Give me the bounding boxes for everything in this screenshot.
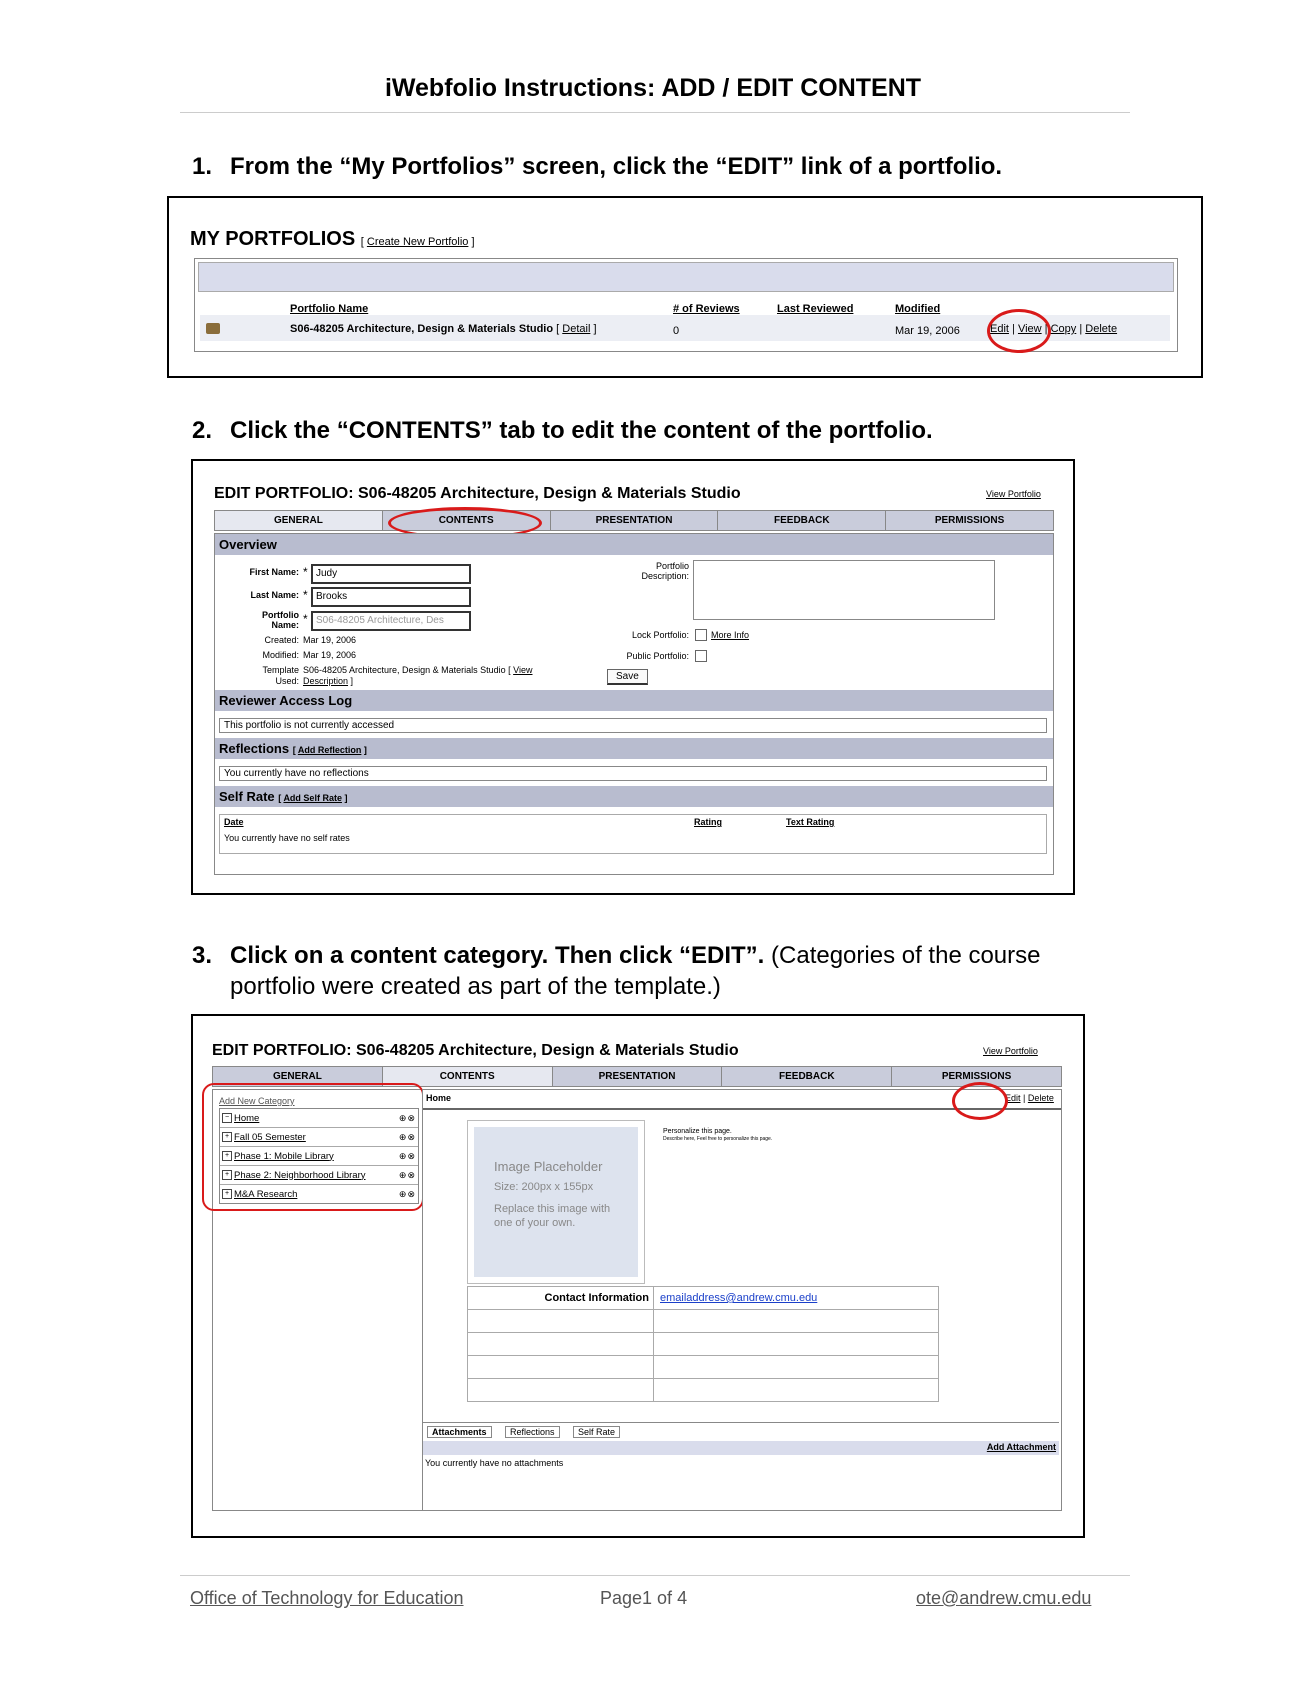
move-icons: ⊕⊗ <box>398 1169 416 1180</box>
col-reviews[interactable]: # of Reviews <box>673 303 740 315</box>
first-name-label: First Name: <box>249 567 299 577</box>
my-portfolios-heading: MY PORTFOLIOS [ Create New Portfolio ] <box>190 228 475 250</box>
image-placeholder: Image Placeholder Size: 200px x 155px Replace this image with one of your own. <box>474 1127 638 1277</box>
category-home[interactable]: − Home ⊕⊗ <box>220 1109 418 1128</box>
personalize-text: Personalize this page. <box>663 1128 732 1135</box>
portfolio-name-label: Portfolio Name: <box>262 610 299 630</box>
add-reflection-link[interactable]: Add Reflection <box>297 745 362 755</box>
col-rating[interactable]: Rating <box>694 817 722 827</box>
tab-attachments[interactable]: Attachments <box>427 1426 492 1438</box>
self-rate-header: Self Rate [ Add Self Rate ] <box>215 786 1053 807</box>
create-new-portfolio-link[interactable]: Create New Portfolio <box>366 236 469 248</box>
tab-feedback[interactable]: FEEDBACK <box>722 1067 892 1086</box>
bottom-tab-bar <box>423 1422 1059 1442</box>
view-portfolio-link[interactable]: View Portfolio <box>983 1046 1038 1056</box>
step-3 <box>192 942 1041 970</box>
row-portfolio-name: S06-48205 Architecture, Design & Materials Studio [ Detail ] <box>290 323 597 335</box>
add-category-link[interactable]: Add New Category <box>219 1096 295 1106</box>
col-portfolio-name[interactable]: Portfolio Name <box>290 303 369 315</box>
move-icons: ⊕⊗ <box>398 1188 416 1199</box>
col-text-rating[interactable]: Text Rating <box>786 817 835 827</box>
contact-table <box>467 1286 939 1402</box>
overview-header: Overview <box>215 534 1053 555</box>
reflections-header: Reflections [ Add Reflection ] <box>215 738 1053 759</box>
tab-permissions[interactable]: PERMISSIONS <box>892 1067 1061 1086</box>
tab-general[interactable]: GENERAL <box>213 1067 383 1086</box>
expand-icon: + <box>222 1189 232 1199</box>
step-text: From the “My Portfolios” screen, click the “EDIT” link of a portfolio. <box>230 153 1003 180</box>
step-number: 1. <box>192 153 213 180</box>
step-text: Click the “CONTENTS” tab to edit the content of the portfolio. <box>230 417 933 444</box>
attachments-band <box>423 1441 1059 1455</box>
expand-icon: + <box>222 1170 232 1180</box>
edit-portfolio-title: EDIT PORTFOLIO: S06-48205 Architecture, Design & Materials Studio <box>212 1042 739 1059</box>
view-description-link[interactable]: View Description <box>303 665 533 686</box>
add-attachment-link[interactable]: Add Attachment <box>986 1442 1056 1452</box>
tab-general[interactable]: GENERAL <box>215 511 383 530</box>
self-rate-message: You currently have no self rates <box>224 833 350 843</box>
personalize-subtext: Describe here, Feel free to personalize this page. <box>663 1136 773 1142</box>
reviewer-log-header: Reviewer Access Log <box>215 690 1053 711</box>
created-label: Created: <box>264 635 299 645</box>
edit-portfolio-screenshot <box>191 459 1075 895</box>
modified-label: Modified: <box>262 650 299 660</box>
expand-icon: − <box>222 1113 232 1123</box>
step-1 <box>192 153 1002 181</box>
row-modified: Mar 19, 2006 <box>895 325 960 337</box>
edit-portfolio-title: EDIT PORTFOLIO: S06-48205 Architecture, Design & Materials Studio <box>214 485 741 502</box>
last-name-field[interactable]: Brooks <box>311 587 471 607</box>
tab-reflections[interactable]: Reflections <box>505 1426 560 1438</box>
footer-email-link[interactable]: ote@andrew.cmu.edu <box>916 1588 1092 1608</box>
public-portfolio-checkbox[interactable] <box>695 650 707 662</box>
detail-link[interactable]: Detail <box>562 323 591 335</box>
highlight-category-box <box>202 1083 424 1211</box>
first-name-field[interactable]: Judy <box>311 564 471 584</box>
content-title: Home <box>426 1093 452 1103</box>
edit-link[interactable]: Edit <box>1005 1093 1021 1103</box>
footer-page-number: Page1 of 4 <box>600 1588 688 1608</box>
row-reviews: 0 <box>673 325 680 337</box>
footer-office-link[interactable]: Office of Technology for Education <box>190 1588 464 1608</box>
created-value: Mar 19, 2006 <box>303 635 357 645</box>
content-title-bar: Home Edit | Delete <box>423 1090 1061 1110</box>
description-label: Portfolio Description: <box>641 561 689 581</box>
tab-permissions[interactable]: PERMISSIONS <box>886 511 1053 530</box>
step-3-note-line-2: portfolio were created as part of the template.) <box>230 973 721 1000</box>
briefcase-icon <box>206 323 220 334</box>
tab-self-rate[interactable]: Self Rate <box>573 1426 620 1438</box>
document-title: iWebfolio Instructions: ADD / EDIT CONTENT <box>384 74 922 102</box>
more-info-link[interactable]: More Info <box>711 630 750 640</box>
tab-contents[interactable]: CONTENTS <box>383 1067 553 1086</box>
move-icons: ⊕⊗ <box>398 1131 416 1142</box>
lock-portfolio-label: Lock Portfolio: <box>631 630 689 640</box>
self-rate-table <box>219 814 1047 854</box>
contact-label: Contact Information <box>468 1287 654 1310</box>
template-value: S06-48205 Architecture, Design & Materials Studio [ View Description ] <box>303 665 533 686</box>
last-name-label: Last Name: <box>250 590 299 600</box>
move-icons: ⊕⊗ <box>398 1150 416 1161</box>
tab-presentation[interactable]: PRESENTATION <box>551 511 719 530</box>
step-2 <box>192 417 933 445</box>
portfolio-name-field[interactable]: S06-48205 Architecture, Des <box>311 611 471 631</box>
table-header-band <box>198 262 1174 292</box>
reviewer-log-message: This portfolio is not currently accessed <box>219 718 1047 733</box>
view-link[interactable]: View <box>1017 323 1042 335</box>
row-actions: Edit | View | Copy | Delete <box>990 323 1118 335</box>
tab-feedback[interactable]: FEEDBACK <box>718 511 886 530</box>
highlight-edit-circle <box>987 309 1051 353</box>
tab-presentation[interactable]: PRESENTATION <box>553 1067 723 1086</box>
attachments-message: You currently have no attachments <box>425 1458 564 1468</box>
copy-link[interactable]: Copy <box>1050 323 1077 335</box>
expand-icon: + <box>222 1151 232 1161</box>
col-last-reviewed[interactable]: Last Reviewed <box>777 303 854 315</box>
move-icons: ⊕⊗ <box>398 1112 416 1123</box>
delete-link[interactable]: Delete <box>1027 1093 1054 1103</box>
col-modified[interactable]: Modified <box>895 303 941 315</box>
title-divider <box>180 112 1130 113</box>
tab-contents[interactable]: CONTENTS <box>383 511 551 530</box>
highlight-edit-circle <box>952 1082 1008 1120</box>
content-panel <box>422 1089 1062 1511</box>
category-phase-1[interactable]: + Phase 1: Mobile Library ⊕⊗ <box>220 1147 418 1166</box>
category-phase-2[interactable]: + Phase 2: Neighborhood Library ⊕⊗ <box>220 1166 418 1185</box>
delete-link[interactable]: Delete <box>1085 323 1118 335</box>
view-portfolio-link[interactable]: View Portfolio <box>986 489 1041 499</box>
lock-portfolio-checkbox[interactable] <box>695 629 707 641</box>
general-panel: Overview First Name: * Judy Last Name: * Brooks Portfolio Name: * S06-48205 Architecture, Des Created: Mar 19, 2006 Modified: Mar 19, 2006 Template Used: S06-48205 Architecture, Design & Materials Studio [ View Description ] Portfolio Description: Lock Portfolio: More Info Public Portfolio: Save Reviewer Access Log This portfolio is not currently accessed Reflections [ Add Reflection ] You currently have no reflections Self Rate [ Add Self Rate ] Date Rating Text Rating You currently have no self rates <box>214 533 1054 875</box>
step-number: 3. <box>192 942 213 969</box>
step-number: 2. <box>192 417 213 444</box>
add-self-rate-link[interactable]: Add Self Rate <box>283 793 342 803</box>
step-text: Click on a content category. Then click “EDIT”. <box>230 942 765 969</box>
category-fall-05[interactable]: + Fall 05 Semester ⊕⊗ <box>220 1128 418 1147</box>
reflections-message: You currently have no reflections <box>219 766 1047 781</box>
template-label: Template Used: <box>262 665 299 686</box>
description-textarea[interactable] <box>693 560 995 620</box>
footer-divider <box>180 1575 1130 1576</box>
expand-icon: + <box>222 1132 232 1142</box>
edit-contents-screenshot <box>191 1014 1085 1538</box>
edit-link[interactable]: Edit <box>990 323 1009 335</box>
step-note: (Categories of the course <box>771 942 1041 969</box>
image-placeholder-frame <box>467 1120 645 1284</box>
category-research[interactable]: + M&A Research ⊕⊗ <box>220 1185 418 1203</box>
col-date[interactable]: Date <box>224 817 244 827</box>
contact-email-link[interactable]: emailaddress@andrew.cmu.edu <box>660 1292 818 1304</box>
my-portfolios-screenshot <box>167 196 1203 378</box>
tab-bar <box>214 510 1054 531</box>
modified-value: Mar 19, 2006 <box>303 650 357 660</box>
public-portfolio-label: Public Portfolio: <box>626 651 689 661</box>
save-button[interactable]: Save <box>607 669 648 685</box>
